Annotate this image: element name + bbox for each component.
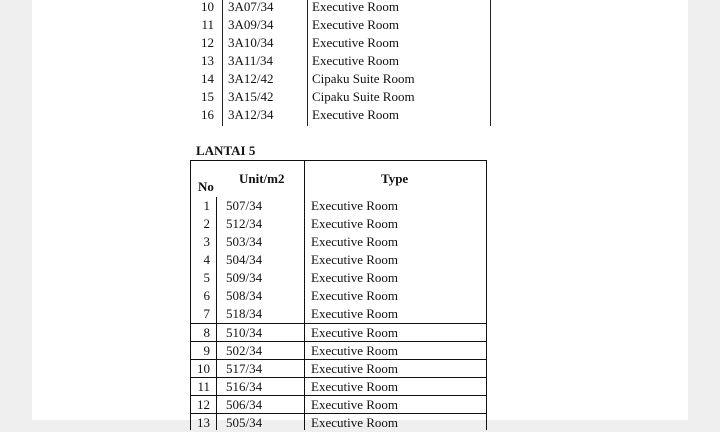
type-cell: Executive Room (312, 35, 400, 50)
row-number: 9 (203, 343, 210, 358)
row-number: 12 (197, 397, 210, 412)
unit-cell: 3A12/42 (228, 71, 274, 86)
table-row (190, 16, 492, 34)
unit-cell: 503/34 (226, 234, 263, 249)
type-cell: Executive Room (311, 288, 399, 303)
type-cell: Executive Room (312, 0, 400, 14)
row-number: 15 (201, 89, 214, 104)
type-cell: Executive Room (311, 198, 399, 213)
type-cell: Executive Room (311, 415, 399, 430)
unit-cell: 516/34 (226, 379, 263, 394)
row-number: 12 (201, 35, 214, 50)
type-cell: Executive Room (312, 17, 400, 32)
table-row (191, 215, 486, 233)
table-row (191, 305, 486, 323)
row-number: 1 (203, 198, 210, 213)
table-row (190, 70, 492, 88)
type-cell: Executive Room (311, 306, 399, 321)
table-row (191, 413, 486, 431)
unit-cell: 505/34 (226, 415, 263, 430)
unit-cell: 509/34 (226, 270, 263, 285)
row-number: 13 (201, 53, 214, 68)
table-row (190, 52, 492, 70)
type-cell: Executive Room (311, 379, 399, 394)
row-number: 10 (201, 0, 214, 14)
unit-cell: 510/34 (226, 325, 263, 340)
type-cell: Executive Room (311, 252, 399, 267)
type-cell: Executive Room (311, 325, 399, 340)
row-number: 14 (201, 71, 214, 86)
unit-cell: 3A12/34 (228, 107, 274, 122)
header-unit: Unit/m2 (239, 171, 285, 186)
unit-cell: 518/34 (226, 306, 263, 321)
type-cell: Executive Room (311, 361, 399, 376)
row-number: 5 (203, 270, 210, 285)
unit-cell: 506/34 (226, 397, 263, 412)
table-header (191, 161, 486, 197)
row-number: 2 (203, 216, 210, 231)
unit-cell: 508/34 (226, 288, 263, 303)
table-row (191, 269, 486, 287)
type-cell: Executive Room (311, 397, 399, 412)
unit-cell: 502/34 (226, 343, 263, 358)
row-number: 11 (201, 17, 214, 32)
row-number: 16 (201, 107, 214, 122)
type-cell: Cipaku Suite Room (312, 89, 415, 104)
unit-cell: 3A11/34 (228, 53, 274, 68)
table-row (190, 0, 492, 16)
floor-heading: LANTAI 5 (196, 143, 256, 158)
type-cell: Executive Room (312, 53, 400, 68)
type-cell: Executive Room (312, 107, 400, 122)
upper-unit-table (190, 0, 492, 124)
table-row (191, 323, 486, 341)
row-number: 13 (197, 415, 210, 430)
table-row (191, 233, 486, 251)
row-number: 4 (203, 252, 210, 267)
table-row (191, 395, 486, 413)
row-number: 10 (197, 361, 210, 376)
row-number: 7 (203, 306, 210, 321)
type-cell: Executive Room (311, 343, 399, 358)
unit-cell: 504/34 (226, 252, 263, 267)
row-number: 8 (203, 325, 210, 340)
table-row (190, 34, 492, 52)
table-row (190, 88, 492, 106)
unit-cell: 512/34 (226, 216, 263, 231)
unit-cell: 3A15/42 (228, 89, 274, 104)
header-type: Type (381, 171, 409, 186)
table-row (191, 251, 486, 269)
type-cell: Executive Room (311, 270, 399, 285)
table-row (191, 377, 486, 395)
unit-cell: 3A10/34 (228, 35, 274, 50)
unit-cell: 517/34 (226, 361, 263, 376)
unit-cell: 507/34 (226, 198, 263, 213)
row-number: 6 (203, 288, 210, 303)
unit-cell: 3A09/34 (228, 17, 274, 32)
table-row (191, 287, 486, 305)
header-no: No (198, 179, 214, 194)
type-cell: Cipaku Suite Room (312, 71, 415, 86)
row-number: 11 (197, 379, 210, 394)
floor5-unit-table (190, 160, 487, 430)
table-row (191, 341, 486, 359)
type-cell: Executive Room (311, 216, 399, 231)
table-row (191, 359, 486, 377)
unit-cell: 3A07/34 (228, 0, 274, 14)
row-number: 3 (203, 234, 210, 249)
table-row (191, 197, 486, 215)
type-cell: Executive Room (311, 234, 399, 249)
table-row (190, 106, 492, 124)
document-page (32, 0, 688, 430)
